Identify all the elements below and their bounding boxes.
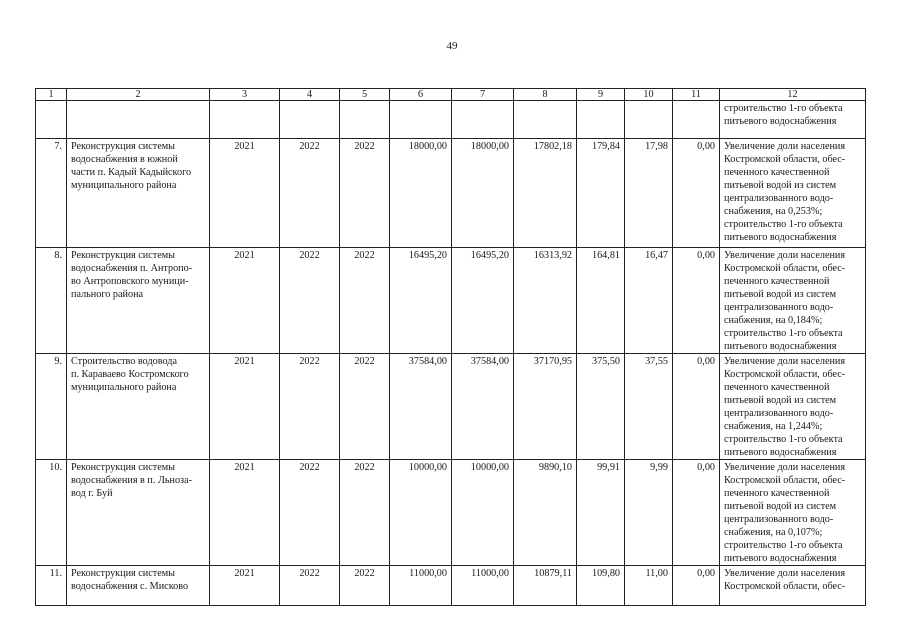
year-start: 2021	[210, 460, 280, 566]
amount-regional: 99,91	[577, 460, 625, 566]
result-line: централизованного водо-	[724, 193, 834, 204]
amount-other: 0,00	[673, 139, 720, 248]
cont-cell	[36, 101, 67, 139]
row-index: 11.	[36, 566, 67, 606]
amount-local: 9,99	[625, 460, 673, 566]
amount-local: 11,00	[625, 566, 673, 606]
result-cell	[720, 460, 866, 566]
page-number: 49	[446, 40, 458, 52]
cont-cell	[514, 101, 577, 139]
amount-total: 18000,00	[390, 139, 452, 248]
amount-total: 11000,00	[390, 566, 452, 606]
object-name-line: п. Караваево Костромского	[71, 369, 189, 380]
result-line: Костромской области, обес-	[724, 369, 846, 380]
amount-total: 37584,00	[390, 354, 452, 460]
header-col-8: 8	[514, 89, 577, 101]
year-start: 2021	[210, 566, 280, 606]
amount-total: 10000,00	[390, 460, 452, 566]
result-line: Костромской области, обес-	[724, 154, 846, 165]
year-end: 2022	[280, 139, 340, 248]
object-name-line: Строительство водовода	[71, 356, 177, 367]
amount-federal: 9890,10	[514, 460, 577, 566]
object-name-line: водоснабжения в южной	[71, 154, 178, 165]
object-name-cell	[67, 460, 210, 566]
result-line: централизованного водо-	[724, 514, 834, 525]
header-col-3: 3	[210, 89, 280, 101]
amount-federal: 37170,95	[514, 354, 577, 460]
header-col-1: 1	[36, 89, 67, 101]
table-row	[36, 139, 866, 248]
cont-cell	[452, 101, 514, 139]
row-index: 10.	[36, 460, 67, 566]
object-name-line: части п. Кадый Кадыйского	[71, 167, 192, 178]
result-line: Костромской области, обес-	[724, 581, 846, 592]
cont-cell	[340, 101, 390, 139]
amount-year: 18000,00	[452, 139, 514, 248]
amount-local: 16,47	[625, 248, 673, 354]
object-name-line: муниципального района	[71, 180, 177, 191]
cont-cell	[390, 101, 452, 139]
result-line: питьевой водой из систем	[724, 289, 837, 300]
header-col-10: 10	[625, 89, 673, 101]
result-line: централизованного водо-	[724, 302, 834, 313]
header-col-11: 11	[673, 89, 720, 101]
result-line: Увеличение доли населения	[724, 141, 846, 152]
document-table-container	[35, 88, 865, 606]
header-col-4: 4	[280, 89, 340, 101]
amount-federal: 16313,92	[514, 248, 577, 354]
year-start: 2021	[210, 248, 280, 354]
amount-year: 10000,00	[452, 460, 514, 566]
amount-regional: 375,50	[577, 354, 625, 460]
header-col-7: 7	[452, 89, 514, 101]
object-name-line: водоснабжения в п. Льноза-	[71, 475, 193, 486]
object-name-line: водоснабжения с. Мисково	[71, 581, 189, 592]
result-cell	[720, 139, 866, 248]
object-name-line: Реконструкция системы	[71, 250, 176, 261]
result-line: централизованного водо-	[724, 408, 834, 419]
year-start: 2021	[210, 139, 280, 248]
object-name-line: водоснабжения п. Антропо-	[71, 263, 193, 274]
amount-year: 16495,20	[452, 248, 514, 354]
result-cell	[720, 248, 866, 354]
result-line: питьевого водоснабжения	[724, 447, 837, 458]
result-line: строительство 1-го объекта	[724, 219, 843, 230]
year-commission: 2022	[340, 139, 390, 248]
result-line: строительство 1-го объекта	[724, 328, 843, 339]
row-index: 9.	[36, 354, 67, 460]
object-name-cell	[67, 139, 210, 248]
object-name-line: Реконструкция системы	[71, 141, 176, 152]
investment-table	[35, 88, 866, 606]
result-line: печенного качественной	[724, 382, 830, 393]
header-col-2: 2	[67, 89, 210, 101]
result-line: снабжения, на 1,244%;	[724, 421, 823, 432]
result-line: питьевой водой из систем	[724, 395, 837, 406]
header-col-12: 12	[720, 89, 866, 101]
year-commission: 2022	[340, 460, 390, 566]
year-commission: 2022	[340, 248, 390, 354]
result-line: снабжения, на 0,253%;	[724, 206, 823, 217]
header-row	[36, 89, 866, 101]
result-line: Увеличение доли населения	[724, 568, 846, 579]
result-line: Увеличение доли населения	[724, 462, 846, 473]
object-name-line: Реконструкция системы	[71, 462, 176, 473]
amount-other: 0,00	[673, 460, 720, 566]
amount-total: 16495,20	[390, 248, 452, 354]
table-row	[36, 566, 866, 606]
year-commission: 2022	[340, 354, 390, 460]
object-name-cell	[67, 566, 210, 606]
result-line: снабжения, на 0,184%;	[724, 315, 823, 326]
amount-other: 0,00	[673, 248, 720, 354]
amount-local: 37,55	[625, 354, 673, 460]
continuation-row	[36, 101, 866, 139]
year-commission: 2022	[340, 566, 390, 606]
header-col-6: 6	[390, 89, 452, 101]
object-name-line: Реконструкция системы	[71, 568, 176, 579]
result-line: питьевого водоснабжения	[724, 553, 837, 564]
cont-cell	[577, 101, 625, 139]
result-line: строительство 1-го объекта	[724, 103, 843, 114]
result-line: строительство 1-го объекта	[724, 434, 843, 445]
table-row	[36, 460, 866, 566]
cont-cell	[625, 101, 673, 139]
result-line: питьевого водоснабжения	[724, 232, 837, 243]
cont-cell	[673, 101, 720, 139]
year-end: 2022	[280, 566, 340, 606]
year-start: 2021	[210, 354, 280, 460]
year-end: 2022	[280, 354, 340, 460]
result-line: Костромской области, обес-	[724, 263, 846, 274]
row-index: 7.	[36, 139, 67, 248]
header-col-5: 5	[340, 89, 390, 101]
result-line: питьевой водой из систем	[724, 180, 837, 191]
table-row	[36, 354, 866, 460]
year-end: 2022	[280, 460, 340, 566]
amount-regional: 179,84	[577, 139, 625, 248]
amount-regional: 164,81	[577, 248, 625, 354]
result-cell	[720, 566, 866, 606]
object-name-cell	[67, 354, 210, 460]
amount-federal: 17802,18	[514, 139, 577, 248]
row-index: 8.	[36, 248, 67, 354]
object-name-line: муниципального района	[71, 382, 177, 393]
result-line: питьевого водоснабжения	[724, 341, 837, 352]
result-line: питьевого водоснабжения	[724, 116, 837, 127]
result-line: Увеличение доли населения	[724, 250, 846, 261]
amount-federal: 10879,11	[514, 566, 577, 606]
cont-cell	[280, 101, 340, 139]
year-end: 2022	[280, 248, 340, 354]
amount-other: 0,00	[673, 354, 720, 460]
object-name-line: вод г. Буй	[71, 488, 113, 499]
result-line: строительство 1-го объекта	[724, 540, 843, 551]
table-row	[36, 248, 866, 354]
result-line: печенного качественной	[724, 167, 830, 178]
result-line: печенного качественной	[724, 488, 830, 499]
header-col-9: 9	[577, 89, 625, 101]
result-line: Костромской области, обес-	[724, 475, 846, 486]
amount-regional: 109,80	[577, 566, 625, 606]
result-line: снабжения, на 0,107%;	[724, 527, 823, 538]
amount-year: 11000,00	[452, 566, 514, 606]
object-name-cell	[67, 248, 210, 354]
amount-year: 37584,00	[452, 354, 514, 460]
result-cell	[720, 354, 866, 460]
amount-local: 17,98	[625, 139, 673, 248]
result-line: питьевой водой из систем	[724, 501, 837, 512]
result-line: печенного качественной	[724, 276, 830, 287]
cont-cell	[67, 101, 210, 139]
result-line: Увеличение доли населения	[724, 356, 846, 367]
cont-result-cell	[720, 101, 866, 139]
cont-cell	[210, 101, 280, 139]
object-name-line: пального района	[71, 289, 144, 300]
amount-other: 0,00	[673, 566, 720, 606]
object-name-line: во Антроповского муници-	[71, 276, 189, 287]
